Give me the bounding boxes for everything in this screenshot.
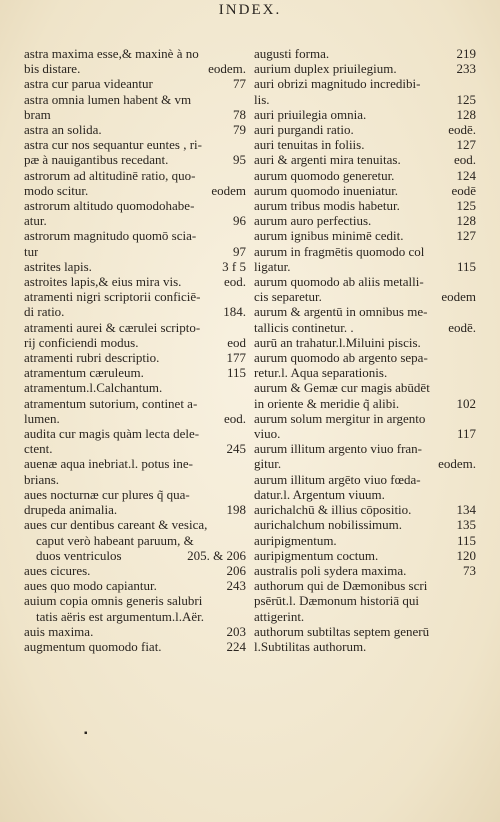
- index-entry-text: aurium duplex priuilegium.: [254, 61, 397, 77]
- index-entry-text: auri & argenti mira tenuitas.: [254, 152, 401, 168]
- index-entry-page: eod.: [223, 274, 246, 290]
- index-entry: [254, 441, 476, 456]
- index-column-right: [254, 46, 476, 654]
- index-entry-text: atur.: [24, 213, 47, 229]
- index-entry-text: atramenti aurei & cærulei scripto-: [24, 319, 201, 335]
- index-entry-text: caput verò habeant paruum, &: [36, 532, 194, 548]
- index-entry: [254, 122, 476, 137]
- index-entry: [24, 441, 246, 456]
- index-entry-page: 77: [233, 76, 246, 92]
- index-entry: [254, 502, 476, 517]
- index-entry: [24, 639, 246, 654]
- index-entry: [254, 639, 476, 654]
- index-entry-text: auis maxima.: [24, 623, 94, 639]
- index-entry-text: australis poli sydera maxima.: [254, 562, 407, 578]
- index-entry: [24, 61, 246, 76]
- index-entry-page: 127: [456, 137, 476, 153]
- index-entry-text: l.Subtilitas authorum.: [254, 638, 367, 654]
- index-entry: [254, 548, 476, 563]
- index-entry: [254, 365, 476, 380]
- index-entry-text: aurichalchum nobilissimum.: [254, 517, 403, 533]
- index-entry-text: augmentum quomodo fiat.: [24, 638, 162, 654]
- index-entry-text: tallicis continetur. .: [254, 319, 354, 335]
- index-entry-page: eodem: [211, 182, 246, 198]
- index-entry-text: astra cur parua videantur: [24, 76, 153, 92]
- index-entry-text: aues nocturnæ cur plures q̃ qua-: [24, 486, 190, 502]
- index-entry-text: bis distare.: [24, 61, 81, 77]
- index-entry: [24, 609, 246, 624]
- index-entry-page: 117: [456, 426, 476, 442]
- index-entry-page: 73: [463, 562, 476, 578]
- index-entry-text: atramenti nigri scriptorii conficiē-: [24, 289, 201, 305]
- index-entry: [24, 365, 246, 380]
- index-entry-text: di ratio.: [24, 304, 65, 320]
- index-entry-text: authorum subtiltas septem generū: [254, 623, 430, 639]
- index-entry-text: auri obrizi magnitudo incredibi-: [254, 76, 421, 92]
- index-entry: [24, 152, 246, 167]
- index-entry-text: astra maxima esse,& maxinè à no: [24, 46, 199, 61]
- index-entry: [254, 472, 476, 487]
- index-entry-page: eod.: [223, 410, 246, 426]
- index-entry: [254, 274, 476, 289]
- index-entry: [254, 563, 476, 578]
- index-entry-text: attigerint.: [254, 608, 305, 624]
- index-entry-page: 135: [456, 517, 476, 533]
- index-entry: [24, 76, 246, 91]
- index-entry-page: eodē.: [448, 319, 476, 335]
- index-entry: [254, 350, 476, 365]
- index-entry: [254, 396, 476, 411]
- index-entry-text: rij conficiendi modus.: [24, 334, 139, 350]
- index-entry: [254, 137, 476, 152]
- index-entry-page: 206: [226, 562, 246, 578]
- index-entry-page: 177: [226, 350, 246, 366]
- index-entry-text: atramenti rubri descriptio.: [24, 350, 160, 366]
- index-entry-page: eod: [227, 334, 246, 350]
- index-entry: [254, 244, 476, 259]
- index-entry-page: 124: [456, 167, 476, 183]
- index-entry: [24, 304, 246, 319]
- index-entry: [24, 92, 246, 107]
- index-entry: [24, 380, 246, 395]
- index-entry: [24, 533, 246, 548]
- index-entry: [24, 624, 246, 639]
- index-entry: [24, 137, 246, 152]
- index-entry: [24, 396, 246, 411]
- index-entry-page: 205. & 206: [187, 547, 246, 563]
- index-entry-text: gitur.: [254, 456, 282, 472]
- index-entry: [24, 289, 246, 304]
- index-entry-page: 125: [456, 91, 476, 107]
- index-entry: [24, 472, 246, 487]
- index-entry: [254, 624, 476, 639]
- index-entry-text: drupeda animalia.: [24, 502, 118, 518]
- index-entry: [254, 517, 476, 532]
- index-entry: [24, 593, 246, 608]
- index-entry-text: aurum illitum argēto viuo fœda-: [254, 471, 421, 487]
- index-entry-text: astrorum altitudo quomodohabe-: [24, 198, 195, 214]
- index-entry-page: 219: [456, 46, 476, 61]
- index-entry: [24, 456, 246, 471]
- index-entry: [24, 228, 246, 243]
- index-entry-text: astrites lapis.: [24, 258, 92, 274]
- index-entry: [254, 487, 476, 502]
- index-entry-text: auri purgandi ratio.: [254, 122, 354, 138]
- index-entry: [254, 168, 476, 183]
- index-entry: [254, 107, 476, 122]
- index-entry-text: authorum qui de Dæmonibus scri: [254, 578, 428, 594]
- index-entry-text: duos ventriculos: [36, 547, 122, 563]
- index-entry: [24, 578, 246, 593]
- index-entry-text: aurum quomodo ab argento sepa-: [254, 350, 428, 366]
- index-entry-text: aurum solum mergitur in argento: [254, 410, 426, 426]
- index-entry-page: 79: [233, 122, 246, 138]
- index-entry: [24, 517, 246, 532]
- index-entry-page: 243: [226, 578, 246, 594]
- index-entry-page: 128: [456, 106, 476, 122]
- index-entry-text: astrorum ad altitudinē ratio, quo-: [24, 167, 196, 183]
- index-entry-text: aurum quomodo ab aliis metalli-: [254, 274, 424, 290]
- index-entry-page: 115: [456, 258, 476, 274]
- index-entry-text: aurum & Gemæ cur magis abūdēt: [254, 380, 430, 396]
- footer-mark: ▪: [84, 728, 88, 739]
- index-entry: [24, 274, 246, 289]
- index-entry-page: 78: [233, 106, 246, 122]
- index-entry-text: astroites lapis,& eius mira vis.: [24, 274, 182, 290]
- index-entry: [24, 548, 246, 563]
- index-entry-text: aurum in fragmētis quomodo col: [254, 243, 425, 259]
- index-entry-page: 134: [456, 502, 476, 518]
- index-entry-text: aurū an trahatur.l.Miluini piscis.: [254, 334, 421, 350]
- index-entry: [24, 259, 246, 274]
- index-entry-page: 125: [456, 198, 476, 214]
- index-entry: [24, 168, 246, 183]
- index-entry: [24, 122, 246, 137]
- index-entry-page: 184.: [223, 304, 246, 320]
- index-entry-page: 128: [456, 213, 476, 229]
- index-entry: [254, 46, 476, 61]
- index-entry: [254, 456, 476, 471]
- index-entry-text: auripigmentum coctum.: [254, 547, 379, 563]
- index-entry-text: aurichalchū & illius cōpositio.: [254, 502, 412, 518]
- index-entry-text: atramentum cæruleum.: [24, 365, 144, 381]
- index-entry-text: retur.l. Aqua separationis.: [254, 365, 388, 381]
- index-entry-text: astra cur nos sequantur euntes , ri-: [24, 137, 202, 153]
- index-entry-text: tur: [24, 243, 39, 259]
- index-entry-page: 198: [226, 502, 246, 518]
- index-entry: [254, 411, 476, 426]
- index-entry-page: 115: [456, 532, 476, 548]
- index-entry: [24, 563, 246, 578]
- index-entry: [254, 380, 476, 395]
- index-entry-page: eodem.: [438, 456, 476, 472]
- index-entry: [254, 320, 476, 335]
- index-entry-text: aurum tribus modis habetur.: [254, 198, 400, 214]
- index-entry: [254, 76, 476, 91]
- index-entry: [254, 92, 476, 107]
- index-entry-text: auri priuilegia omnia.: [254, 106, 367, 122]
- index-entry-text: aues cur dentibus careant & vesica,: [24, 517, 208, 533]
- index-entry-text: psērūt.l. Dæmonum historiā qui: [254, 593, 420, 609]
- index-entry-text: lumen.: [24, 410, 60, 426]
- index-entry-text: aues cicures.: [24, 562, 91, 578]
- index-entry-text: tatis aëris est argumentum.l.Aër.: [36, 608, 204, 624]
- index-entry: [24, 213, 246, 228]
- index-entry-page: 233: [456, 61, 476, 77]
- index-entry: [254, 609, 476, 624]
- index-entry: [24, 426, 246, 441]
- index-entry: [24, 244, 246, 259]
- index-entry-page: eodem: [441, 289, 476, 305]
- index-entry-text: auripigmentum.: [254, 532, 337, 548]
- index-entry: [24, 487, 246, 502]
- index-entry-text: modo scitur.: [24, 182, 89, 198]
- index-entry-text: in oriente & meridie q̃ alibi.: [254, 395, 400, 411]
- index-entry-text: auenæ aqua inebriat.l. potus ine-: [24, 456, 193, 472]
- index-entry: [24, 198, 246, 213]
- index-entry-page: 95: [233, 152, 246, 168]
- page-title: INDEX.: [218, 2, 282, 18]
- index-entry-text: audita cur magis quàm lecta dele-: [24, 426, 200, 442]
- index-entry: [254, 183, 476, 198]
- index-entry-text: astra omnia lumen habent & vm: [24, 91, 192, 107]
- index-entry-text: aues quo modo capiantur.: [24, 578, 157, 594]
- index-entry-text: atramentum sutorium, continet a-: [24, 395, 198, 411]
- index-entry: [254, 198, 476, 213]
- index-entry-page: 224: [226, 638, 246, 654]
- index-entry: [254, 213, 476, 228]
- index-entry-text: atramentum.l.Calchantum.: [24, 380, 163, 396]
- index-entry: [24, 183, 246, 198]
- index-entry-text: aurum auro perfectius.: [254, 213, 372, 229]
- index-entry: [254, 304, 476, 319]
- index-entry: [24, 107, 246, 122]
- index-entry-text: astrorum magnitudo quomō scia-: [24, 228, 197, 244]
- index-entry: [24, 502, 246, 517]
- index-entry-text: auri tenuitas in foliis.: [254, 137, 365, 153]
- index-entry-page: eod.: [453, 152, 476, 168]
- index-entry-text: aurum & argentū in omnibus me-: [254, 304, 428, 320]
- index-entry-page: 102: [456, 395, 476, 411]
- index-entry: [254, 259, 476, 274]
- index-entry-text: aurum illitum argento viuo fran-: [254, 441, 422, 457]
- index-entry-text: astra an solida.: [24, 122, 102, 138]
- index-entry: [24, 335, 246, 350]
- index-entry-page: 120: [456, 547, 476, 563]
- index-entry: [254, 426, 476, 441]
- index-entry-text: ligatur.: [254, 258, 291, 274]
- index-entry-page: eodē.: [448, 122, 476, 138]
- index-entry: [24, 350, 246, 365]
- index-entry-page: eodē: [451, 182, 476, 198]
- index-entry-text: ctent.: [24, 441, 53, 457]
- index-entry: [24, 46, 246, 61]
- index-entry-text: lis.: [254, 91, 270, 107]
- index-entry-text: viuo.: [254, 426, 281, 442]
- index-entry: [24, 411, 246, 426]
- index-entry: [24, 320, 246, 335]
- index-entry: [254, 578, 476, 593]
- index-entry-text: bram: [24, 106, 51, 122]
- index-entry-text: aurum quomodo generetur.: [254, 167, 395, 183]
- index-entry-page: 203: [226, 623, 246, 639]
- index-entry-text: auium copia omnis generis salubri: [24, 593, 203, 609]
- index-entry: [254, 228, 476, 243]
- index-entry-page: 127: [456, 228, 476, 244]
- index-entry: [254, 593, 476, 608]
- index-entry: [254, 289, 476, 304]
- index-entry-page: 245: [226, 441, 246, 457]
- index-entry: [254, 533, 476, 548]
- index-entry-text: aurum ignibus minimē cedit.: [254, 228, 404, 244]
- index-column-left: [24, 46, 246, 654]
- index-entry: [254, 61, 476, 76]
- index-entry: [254, 152, 476, 167]
- index-entry-page: 97: [233, 243, 246, 259]
- index-entry-page: 96: [233, 213, 246, 229]
- index-entry-text: pæ à nauigantibus recedant.: [24, 152, 169, 168]
- index-entry-page: 3 f 5: [222, 258, 246, 274]
- index-entry-page: 115: [226, 365, 246, 381]
- index-entry-text: augusti forma.: [254, 46, 330, 61]
- index-entry-text: datur.l. Argentum viuum.: [254, 486, 385, 502]
- index-entry-text: brians.: [24, 471, 60, 487]
- index-entry-text: cis separetur.: [254, 289, 322, 305]
- index-entry-text: aurum quomodo inueniatur.: [254, 182, 399, 198]
- index-entry-page: eodem.: [208, 61, 246, 77]
- index-entry: [254, 335, 476, 350]
